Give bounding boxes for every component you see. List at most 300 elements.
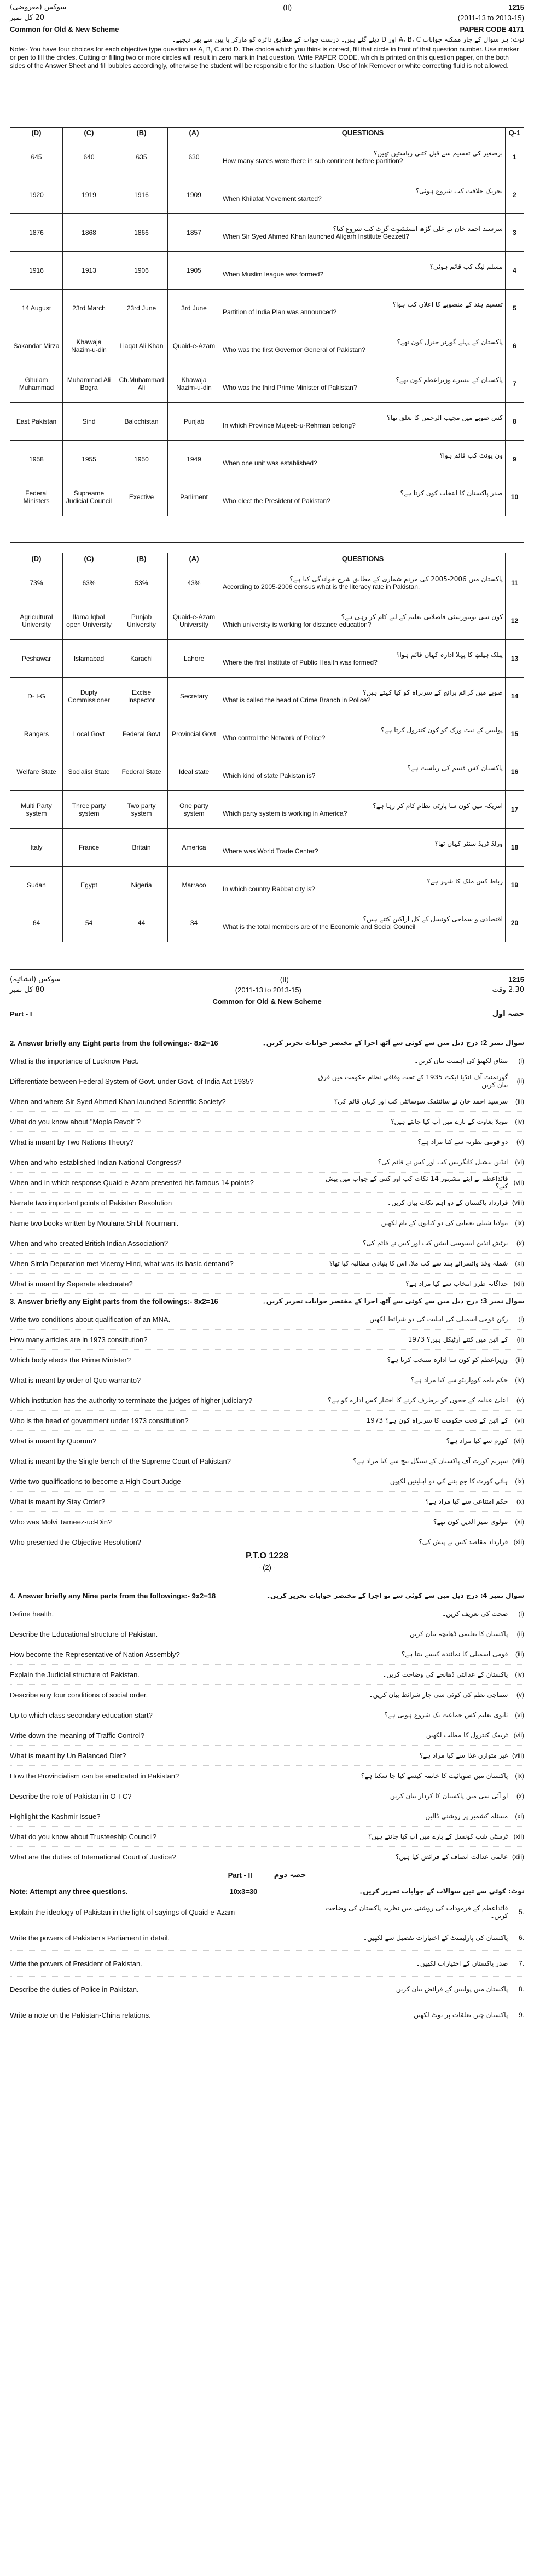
question-roman-number: (i) xyxy=(518,1057,524,1065)
question-item xyxy=(10,1091,524,1112)
mcq-row xyxy=(10,715,524,753)
option-a: One party system xyxy=(168,791,220,829)
question-roman-number: (xiii) xyxy=(512,1853,524,1861)
question-text-ur: قرارداد پاکستان کے دو اہم نکات بیان کریں۔ xyxy=(387,1199,508,1206)
objective-table-2 xyxy=(10,553,524,942)
question-cell xyxy=(220,138,506,176)
option-d: Sudan xyxy=(10,867,63,904)
option-d: 1958 xyxy=(10,441,63,478)
question-text-ur: غیر متوازن غذا سے کیا مراد ہے؟ xyxy=(419,1752,508,1759)
question-roman-number: (ii) xyxy=(516,1077,524,1085)
question-text-en: Who was Molvi Tameez-ud-Din? xyxy=(10,1517,112,1526)
question-item xyxy=(10,1492,524,1512)
question-text-ur: پاکستان کے پہلے گورنر جنرل کون تھے؟ xyxy=(397,338,503,346)
question-text-en: Who was the third Prime Minister of Pakistan? xyxy=(223,384,357,391)
subjective-year-line xyxy=(10,986,524,994)
year-range: (2011-13 to 2013-15) xyxy=(457,14,524,22)
question-text-en: Who is the head of government under 1973 constitution? xyxy=(10,1416,189,1425)
option-a: Secretary xyxy=(168,678,220,715)
question-3-block xyxy=(10,1293,524,1552)
question-text-en: When and who created British Indian Association? xyxy=(10,1239,169,1247)
question-roman-number: (viii) xyxy=(512,1752,524,1759)
question-cell xyxy=(220,867,506,904)
col-d: (D) xyxy=(10,128,63,138)
option-d: 1920 xyxy=(10,176,63,214)
option-b: Balochistan xyxy=(115,403,168,441)
question-text-en: Describe any four conditions of social order. xyxy=(10,1690,148,1699)
option-c: Three party system xyxy=(63,791,115,829)
question-roman-number: (xii) xyxy=(513,1833,524,1840)
question-text-en: When Muslim league was formed? xyxy=(223,270,324,278)
part-2-block xyxy=(10,1867,524,2028)
question-text-ur: ون یونٹ کب قائم ہوا؟ xyxy=(439,452,503,459)
option-a: Quaid-e-Azam xyxy=(168,327,220,365)
option-c: 23rd March xyxy=(63,290,115,327)
option-c: Socialist State xyxy=(63,753,115,791)
option-c: Egypt xyxy=(63,867,115,904)
option-c: Local Govt xyxy=(63,715,115,753)
option-a: America xyxy=(168,829,220,867)
question-item xyxy=(10,1193,524,1213)
option-b: 1866 xyxy=(115,214,168,252)
question-text-ur: ثانوی تعلیم کس جماعت تک شروع ہوتی ہے؟ xyxy=(384,1711,508,1719)
option-b: Excise Inspector xyxy=(115,678,168,715)
mcq-row xyxy=(10,829,524,867)
question-text-en: Partition of India Plan was announced? xyxy=(223,308,337,316)
option-b: 635 xyxy=(115,138,168,176)
option-a: Punjab xyxy=(168,403,220,441)
option-b: Britain xyxy=(115,829,168,867)
question-number: 10 xyxy=(506,478,524,516)
question-text-ur: صدر پاکستان کے اختیارات لکھیں۔ xyxy=(416,1960,508,1967)
question-text-en: When one unit was established? xyxy=(223,459,317,467)
mcq-row xyxy=(10,138,524,176)
option-c: Islamabad xyxy=(63,640,115,678)
question-item xyxy=(10,1051,524,1071)
question-item xyxy=(10,1152,524,1173)
question-text-en: In which Province Mujeeb-u-Rehman belong? xyxy=(223,421,356,429)
question-number: 14 xyxy=(506,678,524,715)
question-roman-number: (xi) xyxy=(515,1518,524,1526)
mcq-row xyxy=(10,403,524,441)
option-a: 1905 xyxy=(168,252,220,290)
option-b: Liaqat Ali Khan xyxy=(115,327,168,365)
question-roman-number: (v) xyxy=(516,1396,524,1404)
question-text-ur: صدر پاکستان کا انتخاب کون کرتا ہے؟ xyxy=(400,489,503,497)
question-item xyxy=(10,1847,524,1867)
q4-heading-ur: سوال نمبر 4: درج ذیل میں سے کوئی سے نو اجزا کے مختصر جوابات تحریر کریں۔ xyxy=(266,1592,524,1599)
option-d: Federal Ministers xyxy=(10,478,63,516)
question-text-en: Define health. xyxy=(10,1609,54,1618)
option-d: Italy xyxy=(10,829,63,867)
option-a: 43% xyxy=(168,564,220,602)
question-cell xyxy=(220,640,506,678)
question-roman-number: 9. xyxy=(518,2011,524,2019)
question-text-en: According to 2005-2006 census what is the literacy rate in Pakistan. xyxy=(223,583,420,591)
question-text-ur: شملہ وفد وائسرائے ہند سے کب ملا، اس کا بنیادی مطالبہ کیا تھا؟ xyxy=(329,1260,508,1267)
question-cell xyxy=(220,327,506,365)
col-qnum: Q-1 xyxy=(506,128,524,138)
question-number: 5 xyxy=(506,290,524,327)
question-text-en: Up to which class secondary education start? xyxy=(10,1711,153,1719)
question-roman-number: 6. xyxy=(518,1934,524,1942)
question-text-ur: میثاق لکھنؤ کی اہمیت بیان کریں۔ xyxy=(414,1057,508,1065)
question-text-ur: مولوی تمیز الدین کون تھے؟ xyxy=(433,1518,508,1526)
option-d: 1916 xyxy=(10,252,63,290)
question-text-en: Who presented the Objective Resolution? xyxy=(10,1538,141,1546)
question-roman-number: (iv) xyxy=(515,1671,524,1678)
question-cell xyxy=(220,829,506,867)
question-roman-number: (v) xyxy=(516,1691,524,1699)
question-item xyxy=(10,1471,524,1492)
question-item xyxy=(10,1132,524,1152)
option-b: 23rd June xyxy=(115,290,168,327)
option-a: 34 xyxy=(168,904,220,942)
question-roman-number: (iii) xyxy=(515,1650,524,1658)
option-a: Ideal state xyxy=(168,753,220,791)
question-roman-number: (vii) xyxy=(513,1437,524,1445)
col-qnum xyxy=(506,553,524,564)
question-number: 12 xyxy=(506,602,524,640)
part1-label-ur: حصہ اول xyxy=(492,1009,524,1018)
question-text-ur: گورنمنٹ آف انڈیا ایکٹ 1935 کے تحت وفاقی نظام حکومت میں فرق بیان کریں۔ xyxy=(318,1073,508,1089)
option-c: Khawaja Nazim-u-din xyxy=(63,327,115,365)
question-item xyxy=(10,1254,524,1274)
question-item xyxy=(10,1112,524,1132)
question-roman-number: (xi) xyxy=(515,1260,524,1267)
question-text-ur: اعلیٰ عدلیہ کے ججوں کو برطرف کرنے کا اختیار کس ادارے کو ہے؟ xyxy=(328,1396,508,1404)
question-text-en: When Khilafat Movement started? xyxy=(223,195,322,203)
question-roman-number: (vii) xyxy=(513,1179,524,1186)
question-text-ur: کورم سے کیا مراد ہے؟ xyxy=(446,1437,508,1445)
question-text-ur: او آئی سی میں پاکستان کا کردار بیان کریں۔ xyxy=(386,1792,508,1800)
option-d: Sakandar Mirza xyxy=(10,327,63,365)
q2-heading-en: 2. Answer briefly any Eight parts from the followings:- 8x2=16 xyxy=(10,1038,218,1047)
subject-title-ur: سوکس (معروضی) xyxy=(10,3,67,11)
option-c: 1868 xyxy=(63,214,115,252)
option-d: 1876 xyxy=(10,214,63,252)
part2-note-en: Note: Attempt any three questions. xyxy=(10,1887,128,1896)
mcq-row xyxy=(10,478,524,516)
question-roman-number: (xii) xyxy=(513,1280,524,1287)
question-roman-number: (xii) xyxy=(513,1538,524,1546)
question-text-en: Explain the Judicial structure of Pakistan. xyxy=(10,1670,140,1679)
question-text-ur: وزیراعظم کو کون سا ادارہ منتخب کرتا ہے؟ xyxy=(387,1356,508,1364)
question-cell xyxy=(220,441,506,478)
col-questions: QUESTIONS xyxy=(220,128,506,138)
option-a: Parliment xyxy=(168,478,220,516)
option-b: 44 xyxy=(115,904,168,942)
question-text-ur: پاکستان چین تعلقات پر نوٹ لکھیں۔ xyxy=(410,2011,508,2019)
question-text-en: What is called the head of Crime Branch in Police? xyxy=(223,696,371,704)
mcq-row xyxy=(10,640,524,678)
question-text-en: What is the importance of Lucknow Pact. xyxy=(10,1056,139,1065)
option-c: Dupty Commissioner xyxy=(63,678,115,715)
question-text-ur: رکن قومی اسمبلی کی اہلیت کی دو شرائط لکھیں۔ xyxy=(365,1315,508,1323)
question-item xyxy=(10,1806,524,1827)
question-cell xyxy=(220,602,506,640)
page-number: - (2) - xyxy=(258,1563,276,1572)
question-text-en: Write down the meaning of Traffic Control? xyxy=(10,1731,144,1740)
subject-title-ur: سوکس (انشائیہ) xyxy=(10,975,61,984)
question-text-ur: سرسید احمد خان نے سائنٹفک سوسائٹی کب اور کہاں قائم کی؟ xyxy=(334,1098,508,1105)
question-text-ur: تقسیم ہند کے منصوبے کا اعلان کب ہوا؟ xyxy=(392,301,503,308)
question-text-ur: قرارداد مقاصد کس نے پیش کی؟ xyxy=(419,1538,508,1546)
question-number: 16 xyxy=(506,753,524,791)
question-item xyxy=(10,1685,524,1705)
question-number: 18 xyxy=(506,829,524,867)
question-text-ur: مسئلہ کشمیر پر روشنی ڈالیں۔ xyxy=(421,1812,508,1820)
question-item xyxy=(10,1532,524,1552)
paper-number: (II) xyxy=(283,3,292,11)
col-questions: QUESTIONS xyxy=(220,553,506,564)
question-item xyxy=(10,1512,524,1532)
part2-marks: 10x3=30 xyxy=(229,1887,258,1896)
question-cell xyxy=(220,564,506,602)
paper-code: PAPER CODE 4171 xyxy=(460,25,524,33)
option-a: Quaid-e-Azam University xyxy=(168,602,220,640)
option-b: 1916 xyxy=(115,176,168,214)
col-a: (A) xyxy=(168,553,220,564)
objective-table-1 xyxy=(10,127,524,516)
question-text-en: What is the total members are of the Economic and Social Council xyxy=(223,923,416,931)
question-cell xyxy=(220,478,506,516)
question-item xyxy=(10,1705,524,1725)
mcq-header-row xyxy=(10,128,524,138)
question-text-en: Which university is working for distance education? xyxy=(223,621,372,628)
option-b: Nigeria xyxy=(115,867,168,904)
question-item xyxy=(10,1233,524,1254)
option-c: 1913 xyxy=(63,252,115,290)
question-text-en: Name two books written by Moulana Shibli Nourmani. xyxy=(10,1218,179,1227)
note-english: Note:- You have four choices for each objective type question as A, B, C and D. The choice which you think is correct, fill that circle in front of that question number. Use marker or pen to fill the circles. Cutting or filling two or more circles will result in zero mark in that question. Write PAPER CODE, which is printed on this question paper, on the both sides of the Answer Sheet and fill bubbles accordingly, otherwise the student will be responsible for the situation. Use of Ink Remover or white correcting fluid is not allowed. xyxy=(10,45,519,70)
question-text-ur: قائداعظم نے اپنے مشہور 14 نکات کب اور کس کے جواب میں پیش کیے؟ xyxy=(326,1175,508,1190)
question-text-ur: رباط کس ملک کا شہر ہے؟ xyxy=(427,877,503,885)
part2-label-ur: حصہ دوم xyxy=(274,1870,306,1879)
question-item xyxy=(10,1330,524,1350)
col-b: (B) xyxy=(115,553,168,564)
question-cell xyxy=(220,753,506,791)
question-text-ur: پاکستان میں پولیس کے فرائض بیان کریں۔ xyxy=(392,1985,508,1993)
subjective-header xyxy=(10,975,524,1022)
q4-heading xyxy=(10,1587,524,1604)
col-c: (C) xyxy=(63,553,115,564)
mcq-row xyxy=(10,214,524,252)
question-item xyxy=(10,1451,524,1471)
option-c: Muhammad Ali Bogra xyxy=(63,365,115,403)
part2-heading xyxy=(10,1867,524,1883)
q4-heading-en: 4. Answer briefly any Nine parts from the followings:- 9x2=18 xyxy=(10,1591,216,1600)
question-cell xyxy=(220,904,506,942)
question-cell xyxy=(220,290,506,327)
option-b: Karachi xyxy=(115,640,168,678)
option-a: 1909 xyxy=(168,176,220,214)
pto-line xyxy=(10,1551,524,1572)
question-text-en: What is meant by Stay Order? xyxy=(10,1497,106,1506)
col-c: (C) xyxy=(63,128,115,138)
mcq-row xyxy=(10,904,524,942)
question-roman-number: (xi) xyxy=(515,1812,524,1820)
objective-title-line xyxy=(10,3,524,11)
question-roman-number: (ix) xyxy=(515,1772,524,1780)
mcq-row xyxy=(10,290,524,327)
question-roman-number: (x) xyxy=(516,1239,524,1247)
question-roman-number: (iv) xyxy=(515,1376,524,1384)
question-text-en: Highlight the Kashmir Issue? xyxy=(10,1812,101,1821)
question-text-ur: قائداعظم کے فرمودات کی روشنی میں نظریہ پاکستان کی وضاحت کریں۔ xyxy=(325,1904,508,1920)
question-text-en: Write the powers of President of Pakistan. xyxy=(10,1959,142,1968)
q4-list xyxy=(10,1604,524,1867)
pto-text: P.T.O 1228 xyxy=(246,1551,288,1561)
option-b: Two party system xyxy=(115,791,168,829)
mcq-row xyxy=(10,753,524,791)
question-roman-number: (x) xyxy=(516,1792,524,1800)
question-text-en: Where was World Trade Center? xyxy=(223,847,318,855)
col-b: (B) xyxy=(115,128,168,138)
question-text-en: What are the duties of International Court of Justice? xyxy=(10,1852,176,1861)
exam-code: 1215 xyxy=(508,3,524,11)
option-c: llama Iqbal open University xyxy=(63,602,115,640)
question-number: 8 xyxy=(506,403,524,441)
question-text-ur: کون سی یونیورسٹی فاصلاتی تعلیم کے لیے کام کر رہی ہے؟ xyxy=(341,613,503,621)
option-a: Khawaja Nazim-u-din xyxy=(168,365,220,403)
option-a: 1857 xyxy=(168,214,220,252)
question-item xyxy=(10,1624,524,1644)
part2-note-ur: نوٹ: کوئی سے تین سوالات کے جوابات تحریر کریں۔ xyxy=(359,1887,524,1895)
mcq-row xyxy=(10,176,524,214)
option-b: Federal State xyxy=(115,753,168,791)
question-text-en: When Simla Deputation met Viceroy Hind, what was its basic demand? xyxy=(10,1259,234,1268)
subjective-title-line xyxy=(10,975,524,984)
question-item xyxy=(10,1644,524,1665)
question-number: 3 xyxy=(506,214,524,252)
question-roman-number: (vi) xyxy=(515,1158,524,1166)
objective-header xyxy=(10,3,524,70)
scheme-line xyxy=(10,25,524,33)
option-d: Ghulam Muhammad xyxy=(10,365,63,403)
question-cell xyxy=(220,214,506,252)
option-d: D- I-G xyxy=(10,678,63,715)
option-b: 1906 xyxy=(115,252,168,290)
question-roman-number: (vi) xyxy=(515,1711,524,1719)
question-text-ur: پولیس کے نیٹ ورک کو کون کنٹرول کرتا ہے؟ xyxy=(381,726,503,734)
question-text-en: Which party system is working in America? xyxy=(223,810,347,817)
part2-list xyxy=(10,1899,524,2028)
option-c: 1955 xyxy=(63,441,115,478)
mcq-row xyxy=(10,867,524,904)
question-text-en: Who control the Network of Police? xyxy=(223,734,326,742)
mcq-row xyxy=(10,791,524,829)
col-a: (A) xyxy=(168,128,220,138)
question-roman-number: 5. xyxy=(518,1908,524,1916)
question-text-en: Describe the Educational structure of Pakistan. xyxy=(10,1630,158,1638)
question-item xyxy=(10,1725,524,1746)
question-number: 20 xyxy=(506,904,524,942)
question-text-ur: پاکستان میں صوبائیت کا خاتمہ کیسے کیا جا سکتا ہے؟ xyxy=(361,1772,508,1780)
option-b: 1950 xyxy=(115,441,168,478)
question-text-ur: حکم امتناعی سے کیا مراد ہے؟ xyxy=(425,1498,508,1505)
question-text-en: Describe the duties of Police in Pakistan. xyxy=(10,1985,139,1994)
option-a: 630 xyxy=(168,138,220,176)
question-text-ur: تحریک خلافت کب شروع ہوئی؟ xyxy=(415,187,503,195)
option-a: Provincial Govt xyxy=(168,715,220,753)
question-text-ur: کس صوبے میں مجیب الرحمٰن کا تعلق تھا؟ xyxy=(387,414,503,421)
question-item xyxy=(10,1746,524,1766)
question-roman-number: (ii) xyxy=(516,1336,524,1343)
option-d: Welfare State xyxy=(10,753,63,791)
question-item xyxy=(10,1274,524,1294)
question-text-ur: پاکستان کی پارلیمنٹ کے اختیارات تفصیل سے لکھیں۔ xyxy=(363,1934,508,1942)
question-text-en: Explain the ideology of Pakistan in the light of sayings of Quaid-e-Azam xyxy=(10,1908,235,1916)
question-text-en: Narrate two important points of Pakistan Resolution xyxy=(10,1198,172,1207)
question-text-en: How many articles are in 1973 constitution? xyxy=(10,1335,148,1344)
question-item xyxy=(10,1766,524,1786)
q2-heading-ur: سوال نمبر 2: درج ذیل میں سے کوئی سے آٹھ اجزا کے مختصر جوابات تحریر کریں۔ xyxy=(262,1039,524,1047)
option-b: Federal Govt xyxy=(115,715,168,753)
question-item xyxy=(10,1350,524,1370)
mcq-header-row-2 xyxy=(10,553,524,564)
mcq-row xyxy=(10,678,524,715)
question-number: 19 xyxy=(506,867,524,904)
q3-list xyxy=(10,1309,524,1552)
question-text-ur: صحت کی تعریف کریں۔ xyxy=(442,1610,508,1618)
question-text-ur: مسلم لیگ کب قائم ہوئی؟ xyxy=(429,263,503,270)
question-number: 4 xyxy=(506,252,524,290)
mcq-row xyxy=(10,564,524,602)
question-text-ur: ہائی کورٹ کا جج بننے کی دو اہلیتیں لکھیں۔ xyxy=(386,1477,508,1485)
note-urdu: نوٹ: ہر سوال کے چار ممکنہ جوابات A، B، C اور D دیئے گئے ہیں۔ درست جواب کے مطابق دائرہ کو مارکر یا پین سے بھر دیجیے۔ xyxy=(172,36,524,43)
question-text-en: Write a note on the Pakistan-China relations. xyxy=(10,2011,151,2019)
question-text-en: How the Provincialism can be eradicated in Pakistan? xyxy=(10,1771,179,1780)
question-roman-number: (x) xyxy=(516,1498,524,1505)
question-item xyxy=(10,1951,524,1977)
question-cell xyxy=(220,715,506,753)
time-allowed: 2.30 وقت xyxy=(492,986,524,994)
question-item xyxy=(10,1213,524,1233)
question-text-en: Write two conditions about qualification of an MNA. xyxy=(10,1315,171,1324)
col-d: (D) xyxy=(10,553,63,564)
part1-heading xyxy=(10,1006,524,1022)
question-text-en: Where the first Institute of Public Health was formed? xyxy=(223,659,378,666)
question-number: 11 xyxy=(506,564,524,602)
question-2-block xyxy=(10,1035,524,1294)
question-text-en: Which institution has the authority to terminate the judges of higher judiciary? xyxy=(10,1396,252,1405)
question-roman-number: (ii) xyxy=(516,1630,524,1638)
q3-heading xyxy=(10,1293,524,1309)
question-roman-number: (ix) xyxy=(515,1219,524,1227)
question-roman-number: (vii) xyxy=(513,1731,524,1739)
question-number: 2 xyxy=(506,176,524,214)
question-item xyxy=(10,1827,524,1847)
question-roman-number: (i) xyxy=(518,1610,524,1618)
question-roman-number: (iv) xyxy=(515,1118,524,1125)
question-item xyxy=(10,1431,524,1451)
question-text-ur: سپریم کورٹ آف پاکستان کے سنگل بنچ سے کیا مراد ہے؟ xyxy=(353,1457,508,1465)
question-text-en: What do you know about Trusteeship Council? xyxy=(10,1832,157,1841)
question-text-en: When Sir Syed Ahmed Khan launched Aligarh Institute Gezzett? xyxy=(223,233,409,240)
question-item xyxy=(10,1604,524,1624)
question-cell xyxy=(220,678,506,715)
option-d: Multi Party system xyxy=(10,791,63,829)
question-number: 17 xyxy=(506,791,524,829)
option-d: 645 xyxy=(10,138,63,176)
question-text-en: In which country Rabbat city is? xyxy=(223,885,315,893)
total-marks: 20 کل نمبر xyxy=(10,14,45,22)
question-number: 1 xyxy=(506,138,524,176)
question-text-en: Who was the first Governor General of Pakistan? xyxy=(223,346,365,354)
mcq-row xyxy=(10,327,524,365)
question-item xyxy=(10,1899,524,1925)
